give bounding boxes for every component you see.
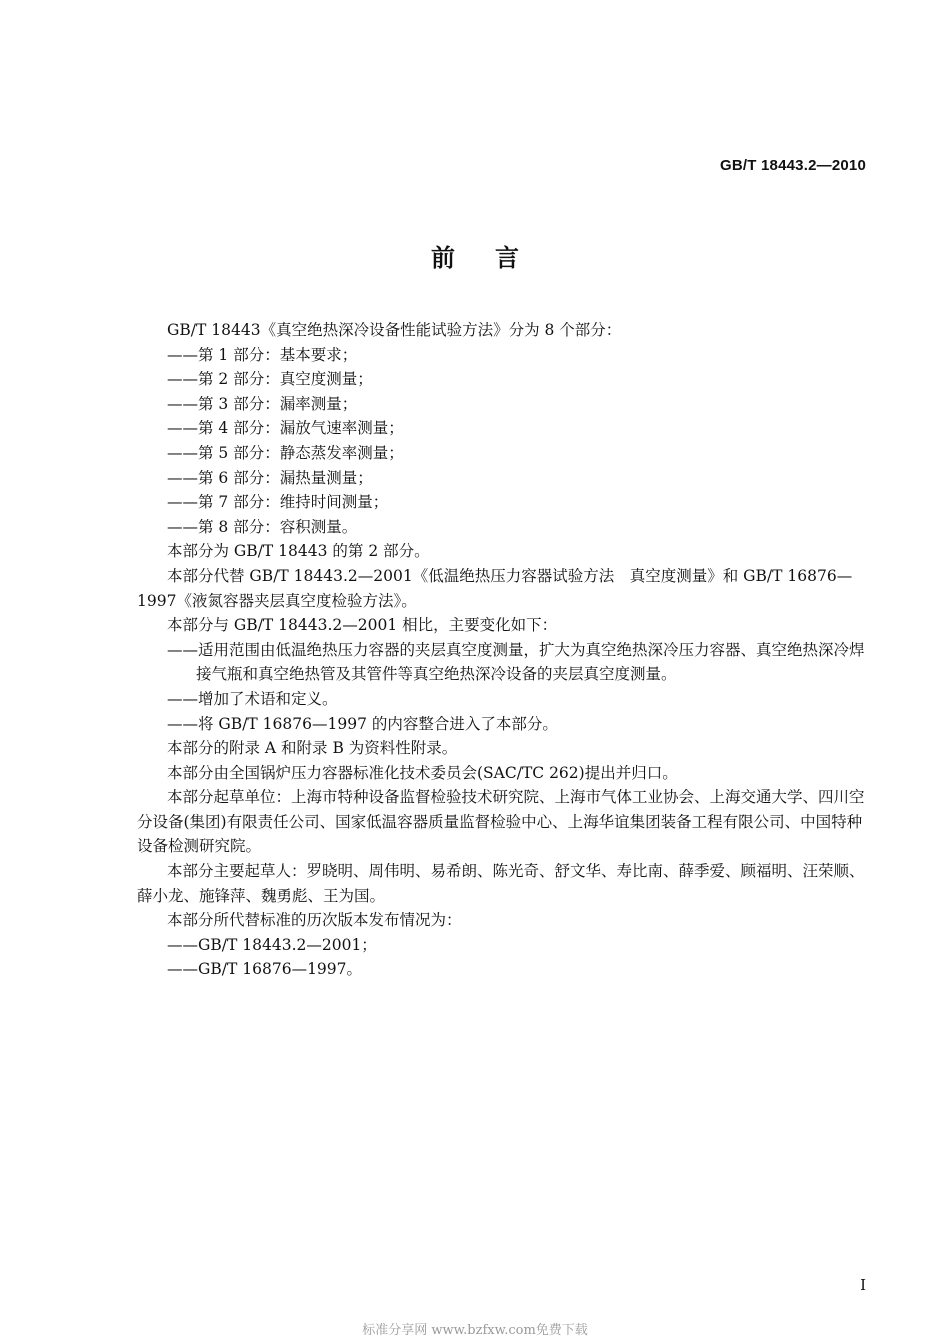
watermark: 标准分享网 www.bzfxw.com免费下载 — [362, 1323, 588, 1338]
list-item: ——将 GB/T 16876—1997 的内容整合进入了本部分。 — [167, 714, 558, 733]
page-title: 前言 — [431, 243, 559, 272]
appendix-paragraph: 本部分的附录 A 和附录 B 为资料性附录。 — [167, 739, 458, 758]
compared-paragraph: 本部分与 GB/T 18443.2—2001 相比，主要变化如下： — [167, 616, 558, 635]
proposed-paragraph: 本部分由全国锅炉压力容器标准化技术委员会(SAC/TC 262)提出并归口。 — [167, 763, 678, 782]
list-item: ——第 7 部分：维持时间测量； — [167, 493, 389, 512]
list-item: ——第 5 部分：静态蒸发率测量； — [167, 443, 404, 462]
drafters-paragraph: 本部分主要起草人：罗晓明、周伟明、易希朗、陈光奇、舒文华、寿比南、薛季爱、顾福明、汪荣顺、薛小龙、施锋萍、魏勇彪、王为国。 — [137, 862, 865, 905]
list-item: ——第 8 部分：容积测量。 — [167, 517, 358, 536]
list-item: ——第 4 部分：漏放气速率测量； — [167, 419, 404, 438]
history-intro-paragraph: 本部分所代替标准的历次版本发布情况为： — [167, 911, 462, 930]
intro-paragraph: GB/T 18443《真空绝热深冷设备性能试验方法》分为 8 个部分： — [167, 321, 622, 339]
list-item: ——适用范围由低温绝热压力容器的夹层真空度测量，扩大为真空绝热深冷压力容器、真空绝热深冷焊接气瓶和真空绝热管及其管件等真空绝热深冷设备的夹层真空度测量。 — [167, 640, 865, 684]
list-item: ——第 3 部分：漏率测量； — [167, 394, 358, 413]
list-item: ——第 2 部分：真空度测量； — [167, 370, 373, 389]
list-item: ——GB/T 16876—1997。 — [167, 960, 363, 979]
this-part-paragraph: 本部分为 GB/T 18443 的第 2 部分。 — [167, 542, 430, 561]
document-body — [137, 318, 872, 982]
list-item: ——增加了术语和定义。 — [167, 689, 338, 708]
list-item: ——第 6 部分：漏热量测量； — [167, 468, 373, 487]
list-item: ——第 1 部分：基本要求； — [167, 345, 358, 364]
page-number: I — [860, 1276, 866, 1294]
drafting-units-paragraph: 本部分起草单位：上海市特种设备监督检验技术研究院、上海市气体工业协会、上海交通大学、四川空分设备(集团)有限责任公司、国家低温容器质量监督检验中心、上海华谊集团装备工程有限公司、中国特种设备检测研究院。 — [137, 788, 865, 856]
standard-code: GB/T 18443.2—2010 — [720, 157, 866, 174]
list-item: ——GB/T 18443.2—2001； — [167, 935, 377, 954]
replaces-paragraph: 本部分代替 GB/T 18443.2—2001《低温绝热压力容器试验方法 真空度测量》和 GB/T 16876—1997《液氮容器夹层真空度检验方法》。 — [137, 566, 853, 610]
